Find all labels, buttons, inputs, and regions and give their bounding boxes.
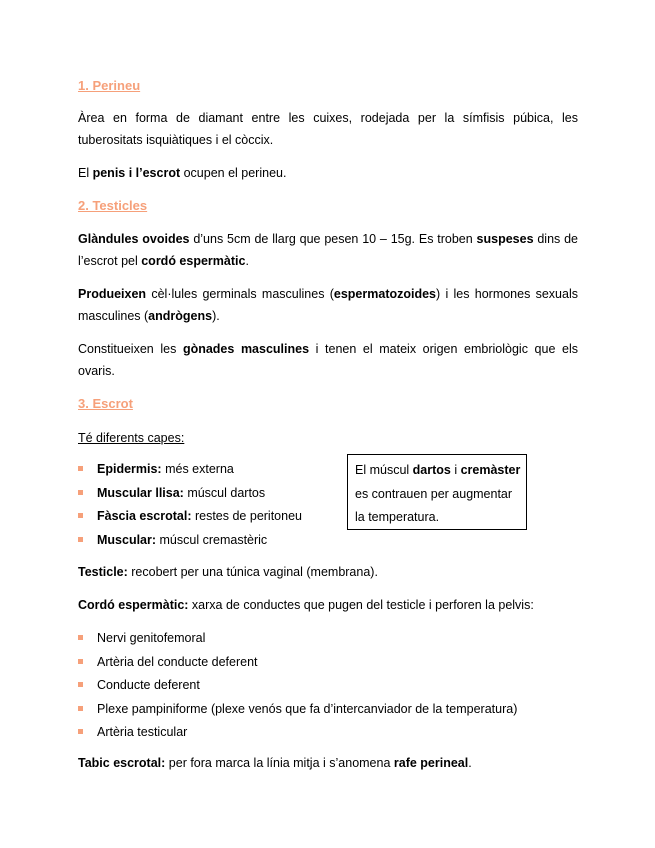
layers-intro: Té diferents capes: xyxy=(78,431,185,445)
list-item: Artèria del conducte deferent xyxy=(78,654,517,678)
perineu-paragraph-2: El penis i l’escrot ocupen el perineu. xyxy=(78,166,287,180)
heading-perineu: 1. Perineu xyxy=(78,78,141,93)
testicles-paragraph-3: Constitueixen les gònades masculines i tenen el mateix origen embriològic que els ovaris. xyxy=(78,342,578,378)
cordo-line: Cordó espermàtic: xarxa de conductes que pugen del testicle i perforen la pelvis: xyxy=(78,598,534,612)
testicles-paragraph-1: Glàndules ovoides d’uns 5cm de llarg que pesen 10 – 15g. Es troben suspeses dins de l’escrot pel cordó espermàtic. xyxy=(78,232,579,268)
testicle-line: Testicle: recobert per una túnica vaginal (membrana). xyxy=(78,565,378,579)
perineu-paragraph-1: Àrea en forma de diamant entre les cuixes, rodejada per la símfisis púbica, les tuberositats isquiàtiques i el còccix. xyxy=(78,111,578,147)
list-item: Plexe pampiniforme (plexe venós que fa d’intercanviador de la temperatura) xyxy=(78,701,517,725)
tabic-line: Tabic escrotal: per fora marca la línia mitja i s’anomena rafe perineal. xyxy=(78,756,472,770)
bullet-icon xyxy=(78,490,83,495)
list-item: Artèria testicular xyxy=(78,724,517,748)
bullet-icon xyxy=(78,659,83,664)
cordo-list xyxy=(78,630,517,748)
bullet-icon xyxy=(78,635,83,640)
list-item: Nervi genitofemoral xyxy=(78,630,517,654)
note-line-3: la temperatura. xyxy=(355,510,440,524)
list-item: Fàscia escrotal: restes de peritoneu xyxy=(78,508,302,532)
list-item: Muscular: múscul cremastèric xyxy=(78,532,302,556)
list-item: Muscular llisa: múscul dartos xyxy=(78,485,302,509)
list-item: Conducte deferent xyxy=(78,677,517,701)
note-line-2: es contrauen per augmentar xyxy=(355,486,513,501)
heading-escrot: 3. Escrot xyxy=(78,396,133,411)
bullet-icon xyxy=(78,682,83,687)
bullet-icon xyxy=(78,706,83,711)
list-item: Epidermis: més externa xyxy=(78,461,302,485)
bullet-icon xyxy=(78,513,83,518)
heading-testicles: 2. Testicles xyxy=(78,198,148,213)
layers-list xyxy=(78,461,302,555)
bullet-icon xyxy=(78,729,83,734)
bullet-icon xyxy=(78,537,83,542)
note-line-1: El múscul dartos i cremàster xyxy=(355,463,521,477)
testicles-paragraph-2: Produeixen cèl·lules germinals masculines (espermatozoides) i les hormones sexuals masculines (andrògens). xyxy=(78,287,578,323)
note-box xyxy=(347,454,527,530)
bullet-icon xyxy=(78,466,83,471)
